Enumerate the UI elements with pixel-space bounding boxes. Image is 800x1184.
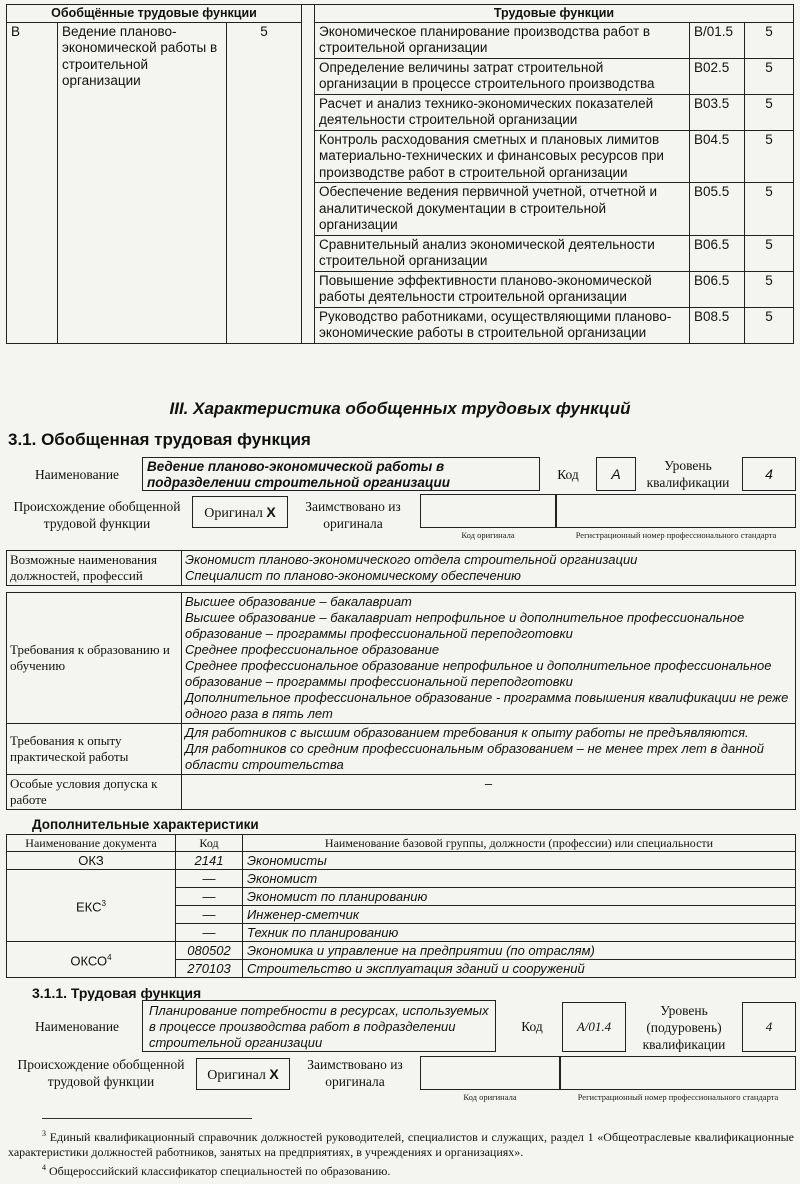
table-row <box>7 724 796 775</box>
positions-table <box>6 550 796 586</box>
function-name: Обеспечение ведения первичной учетной, отчетной и аналитической документации в строительной организации <box>315 183 690 236</box>
function-code: B04.5 <box>690 130 745 183</box>
registration-number-box <box>556 494 796 528</box>
qualification-level-value: 4 <box>742 457 796 491</box>
experience-label: Требования к опыту практической работы <box>7 724 182 775</box>
education-label: Требования к образованию и обучению <box>7 593 182 724</box>
col-name: Наименование базовой группы, должности (профессии) или специальности <box>243 835 796 852</box>
special-conditions-value: – <box>182 775 796 810</box>
table-row <box>7 775 796 810</box>
additional-characteristics-heading: Дополнительные характеристики <box>32 817 259 832</box>
document-eks-label: ЕКС <box>76 899 102 915</box>
footnote-number: 3 <box>42 1129 46 1138</box>
function-level: 5 <box>745 130 794 183</box>
document-okso-label: ОКСО <box>70 953 108 969</box>
row-code: — <box>176 906 243 924</box>
table-row <box>7 870 796 888</box>
row-name: Инженер-сметчик <box>243 906 796 924</box>
section-heading: III. Характеристика обобщенных трудовых функций <box>169 399 631 418</box>
col-code: Код <box>176 835 243 852</box>
row-name: Экономист <box>243 870 796 888</box>
list-item: Для работников с высшим образованием требования к опыту работы не предъявляются. <box>185 725 749 740</box>
generalized-functions-table <box>6 4 794 344</box>
code-label: Код <box>557 467 579 482</box>
table-header-row <box>7 835 796 852</box>
original-mark: X <box>269 1066 279 1082</box>
table-row <box>7 942 796 960</box>
list-item: Дополнительное профессиональное образование - программа повышения квалификации не реже одного раза в пять лет <box>185 690 789 721</box>
positions-label: Возможные наименования должностей, профессий <box>7 551 182 586</box>
labor-function-name: Планирование потребности в ресурсах, используемых в процессе производства работ в подразделении строительной организации <box>142 1000 496 1052</box>
footnote-text: Общероссийский классификатор специальностей по образованию. <box>49 1164 391 1178</box>
header-labor-functions: Трудовые функции <box>315 5 794 23</box>
function-level: 5 <box>745 94 794 130</box>
list-item: Высшее образование – бакалавриат <box>185 594 412 609</box>
education-list <box>182 593 796 724</box>
borrowed-label: Заимствовано из оригинала <box>307 1057 403 1089</box>
name-label: Наименование <box>34 1019 120 1034</box>
group-code: B <box>7 22 58 343</box>
footnote-ref: 4 <box>107 952 112 962</box>
function-code: B03.5 <box>690 94 745 130</box>
list-item: Экономист планово-экономического отдела строительной организации <box>185 552 638 567</box>
function-name: Контроль расходования сметных и плановых лимитов материально-технических и финансовых ресурсов при производстве работ в строительной организации <box>315 130 690 183</box>
borrowed-label: Заимствовано из оригинала <box>305 499 401 531</box>
original-label: Оригинал <box>204 506 263 521</box>
document-okso <box>7 942 176 978</box>
row-code: — <box>176 888 243 906</box>
origin-label: Происхождение обобщенной трудовой функции <box>13 499 181 531</box>
original-code-box <box>420 1056 560 1090</box>
function-code: B08.5 <box>690 307 745 343</box>
function-name: Руководство работниками, осуществляющими планово-экономические работы в строительной организации <box>315 307 690 343</box>
original-code-caption: Код оригинала <box>461 530 515 540</box>
list-item: Для работников со средним профессиональным образованием – не менее трех лет в данной области строительства <box>185 741 764 772</box>
row-name: Строительство и эксплуатация зданий и сооружений <box>243 960 796 978</box>
function-level: 5 <box>745 307 794 343</box>
code-label: Код <box>521 1019 543 1034</box>
table-row <box>7 852 796 870</box>
document-eks <box>7 870 176 942</box>
function-code: B06.5 <box>690 271 745 307</box>
group-level: 5 <box>227 22 302 343</box>
registration-number-caption: Регистрационный номер профессионального стандарта <box>577 1092 779 1102</box>
document-okz: ОКЗ <box>7 852 176 870</box>
qualification-level-label: Уровень (подуровень) квалификации <box>642 1003 726 1052</box>
function-name: Сравнительный анализ экономической деятельности строительной организации <box>315 235 690 271</box>
function-level: 5 <box>745 58 794 94</box>
name-label: Наименование <box>34 467 120 482</box>
function-name: Повышение эффективности планово-экономической работы деятельности строительной организации <box>315 271 690 307</box>
footnote-number: 4 <box>42 1163 46 1172</box>
function-level: 5 <box>745 235 794 271</box>
code-value: A/01.4 <box>562 1002 626 1052</box>
generalized-function-name: Ведение планово-экономической работы в подразделении строительной организации <box>142 457 540 491</box>
original-mark: X <box>266 504 276 520</box>
row-name: Экономика и управление на предприятии (по отраслям) <box>243 942 796 960</box>
original-box <box>192 496 288 528</box>
list-item: Среднее профессиональное образование <box>185 642 440 657</box>
function-code: B/01.5 <box>690 22 745 58</box>
row-code: — <box>176 924 243 942</box>
original-code-caption: Код оригинала <box>463 1092 517 1102</box>
function-name: Определение величины затрат строительной организации в процессе строительного производства <box>315 58 690 94</box>
registration-number-caption: Регистрационный номер профессионального стандарта <box>575 530 777 540</box>
generalized-function-heading: 3.1. Обобщенная трудовая функция <box>8 430 311 449</box>
row-name: Экономисты <box>243 852 796 870</box>
function-code: B06.5 <box>690 235 745 271</box>
row-code: 2141 <box>176 852 243 870</box>
footnote-text: Единый квалификационный справочник должностей руководителей, специалистов и служащих, раздел 1 «Общеотраслевые квалификационные характеристики должностей работников, занятых на предприятиях, в учреждениях и организациях». <box>8 1130 795 1159</box>
requirements-table <box>6 592 796 810</box>
col-document: Наименование документа <box>7 835 176 852</box>
row-name: Техник по планированию <box>243 924 796 942</box>
table-row <box>7 551 796 586</box>
group-name: Ведение планово-экономической работы в строительной организации <box>58 22 227 343</box>
qualification-level-value: 4 <box>742 1002 796 1052</box>
list-item: Специалист по планово-экономическому обеспечению <box>185 568 521 583</box>
registration-number-box <box>560 1056 796 1090</box>
function-name: Экономическое планирование производства работ в строительной организации <box>315 22 690 58</box>
footnote-ref: 3 <box>101 898 106 908</box>
table-header-row <box>7 5 794 23</box>
original-box <box>196 1058 290 1090</box>
qualification-level-label: Уровень квалификации <box>646 458 730 490</box>
row-code: — <box>176 870 243 888</box>
list-item: Среднее профессиональное образование непрофильное и дополнительное профессиональное образование – программы профессиональной переподготовки <box>185 658 772 689</box>
row-code: 270103 <box>176 960 243 978</box>
function-level: 5 <box>745 271 794 307</box>
original-code-box <box>420 494 556 528</box>
positions-list <box>182 551 796 586</box>
row-code: 080502 <box>176 942 243 960</box>
function-name: Расчет и анализ технико-экономических показателей деятельности строительной организации <box>315 94 690 130</box>
original-label: Оригинал <box>207 1068 266 1083</box>
special-conditions-label: Особые условия допуска к работе <box>7 775 182 810</box>
table-row <box>7 593 796 724</box>
footnote-divider <box>42 1118 252 1119</box>
function-code: B05.5 <box>690 183 745 236</box>
row-name: Экономист по планированию <box>243 888 796 906</box>
footnote-3 <box>8 1126 794 1160</box>
origin-label: Происхождение обобщенной трудовой функции <box>17 1057 185 1089</box>
list-item: Высшее образование – бакалавриат непрофильное и дополнительное профессиональное образование – программы профессиональной переподготовки <box>185 610 745 641</box>
code-value: A <box>596 457 636 491</box>
labor-function-heading: 3.1.1. Трудовая функция <box>32 985 202 1001</box>
function-code: B02.5 <box>690 58 745 94</box>
function-level: 5 <box>745 183 794 236</box>
table-row <box>7 22 794 58</box>
function-level: 5 <box>745 22 794 58</box>
experience-list <box>182 724 796 775</box>
header-generalized-functions: Обобщённые трудовые функции <box>7 5 302 23</box>
additional-characteristics-table <box>6 834 796 978</box>
footnote-4 <box>42 1160 794 1179</box>
